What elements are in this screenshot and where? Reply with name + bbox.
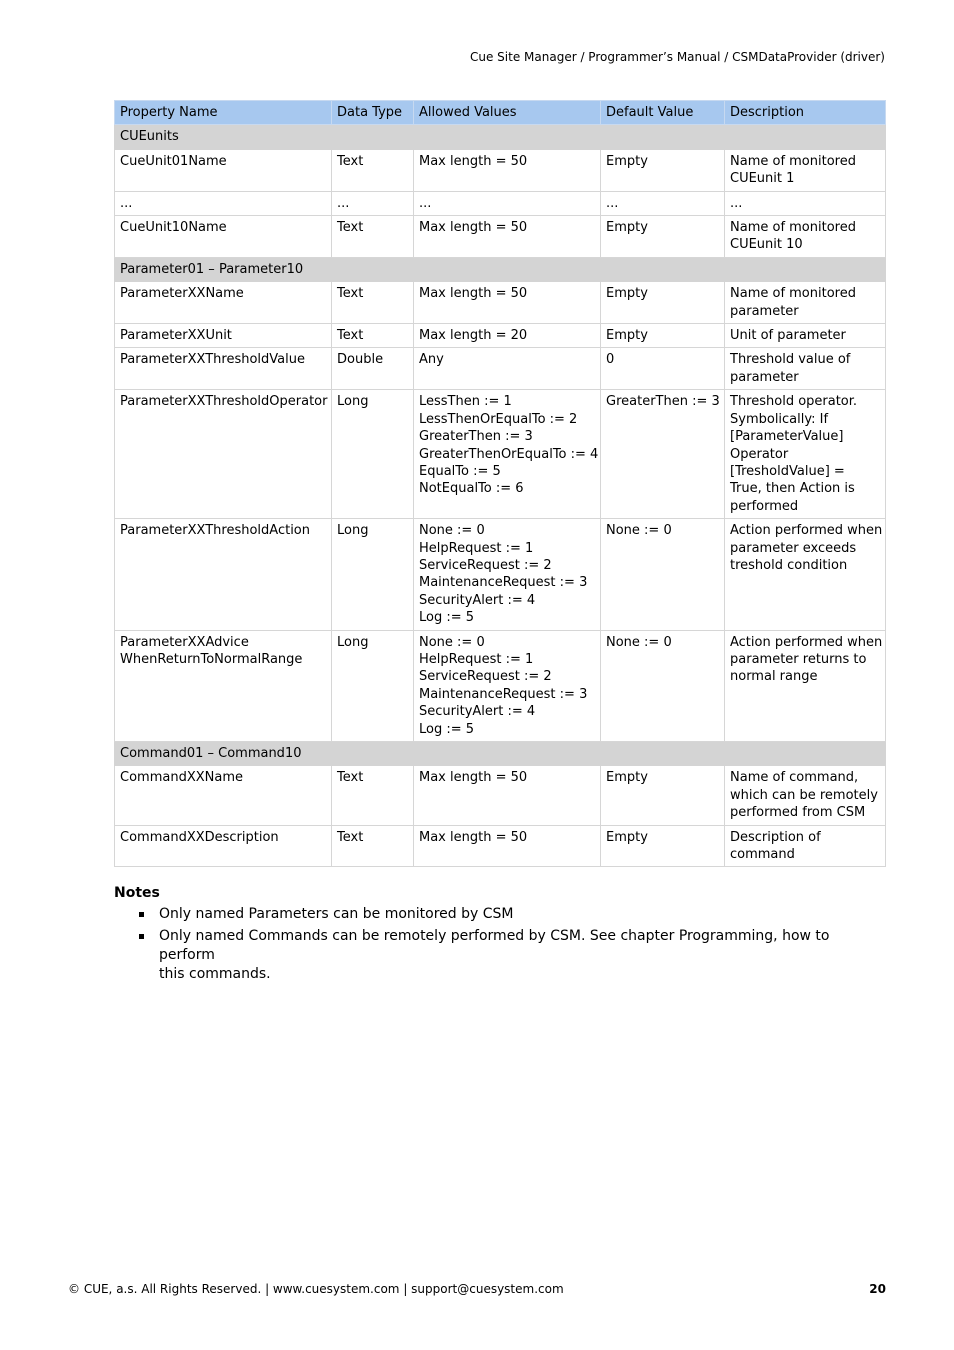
cell-line: Empty	[606, 286, 648, 302]
section-row	[115, 125, 886, 149]
cell-line: Symbolically: If	[730, 411, 829, 427]
cell-line: SecurityAlert := 4	[419, 704, 536, 720]
page-number: 20	[869, 1282, 886, 1296]
default-value-cell	[601, 630, 725, 741]
property-table	[114, 100, 886, 867]
table-row	[115, 390, 886, 519]
description-cell	[725, 191, 886, 215]
cell-line: HelpRequest := 1	[419, 540, 534, 556]
cell-line: Empty	[606, 153, 648, 169]
cell-line: Threshold value of	[730, 352, 851, 368]
table-row	[115, 630, 886, 741]
cell-line: Operator	[730, 446, 789, 462]
cell-line: [ParameterValue]	[730, 429, 844, 445]
property-name-cell	[115, 149, 332, 191]
cell-line: ParameterXXThresholdValue	[120, 352, 305, 368]
cell-line: WhenReturnToNormalRange	[120, 651, 303, 667]
cell-line: Max length = 20	[419, 328, 528, 344]
section-row	[115, 742, 886, 766]
default-value-cell	[601, 324, 725, 348]
cell-line: CUEunit 10	[730, 237, 803, 253]
cell-line: Log := 5	[419, 721, 475, 737]
property-name-cell	[115, 348, 332, 390]
property-name-cell	[115, 282, 332, 324]
cell-line: parameter	[730, 369, 799, 385]
column-header: Property Name	[115, 101, 332, 125]
cell-line: Name of monitored	[730, 220, 856, 236]
cell-line: None := 0	[606, 634, 672, 650]
description-cell	[725, 630, 886, 741]
cell-line: Any	[419, 352, 444, 368]
property-name-cell	[115, 191, 332, 215]
cell-line: Name of command,	[730, 770, 859, 786]
cell-line: Name of monitored	[730, 153, 856, 169]
default-value-cell	[601, 348, 725, 390]
table-row	[115, 766, 886, 825]
cell-line: Log := 5	[419, 610, 475, 626]
column-header: Allowed Values	[414, 101, 601, 125]
cell-line: True, then Action is	[730, 481, 855, 497]
column-header: Data Type	[332, 101, 414, 125]
section-label: Parameter01 – Parameter10	[115, 257, 886, 281]
cell-line: SecurityAlert := 4	[419, 592, 536, 608]
property-name-cell	[115, 825, 332, 867]
default-value-cell	[601, 216, 725, 258]
section-label: Command01 – Command10	[115, 742, 886, 766]
data-type-cell	[332, 324, 414, 348]
property-name-cell	[115, 216, 332, 258]
cell-line: ...	[419, 195, 432, 211]
cell-line: None := 0	[419, 523, 485, 539]
property-name-cell	[115, 324, 332, 348]
cell-line: Description of	[730, 829, 821, 845]
cell-line: Max length = 50	[419, 286, 528, 302]
property-name-cell	[115, 519, 332, 630]
cell-line: Long	[337, 634, 369, 650]
cell-line: parameter	[730, 303, 799, 319]
table-header-row	[115, 101, 886, 125]
cell-line: LessThen := 1	[419, 394, 512, 410]
cell-line: Max length = 50	[419, 220, 528, 236]
cell-line: Text	[337, 220, 364, 236]
data-type-cell	[332, 282, 414, 324]
cell-line: Text	[337, 829, 364, 845]
cell-line: Long	[337, 523, 369, 539]
data-type-cell	[332, 825, 414, 867]
cell-line: CommandXXName	[120, 770, 243, 786]
allowed-values-cell	[414, 825, 601, 867]
cell-line: Text	[337, 286, 364, 302]
cell-line: parameter exceeds	[730, 540, 857, 556]
cell-line: ParameterXXAdvice	[120, 634, 249, 650]
note-line: this commands.	[159, 966, 271, 982]
cell-line: ParameterXXThresholdAction	[120, 523, 310, 539]
cell-line: NotEqualTo := 6	[419, 481, 524, 497]
bullet-icon	[139, 934, 144, 939]
cell-line: performed from CSM	[730, 805, 866, 821]
cell-line: Empty	[606, 770, 648, 786]
cell-line: Threshold operator.	[730, 394, 858, 410]
cell-line: Name of monitored	[730, 286, 856, 302]
running-header: Cue Site Manager / Programmer’s Manual / CSMDataProvider (driver)	[470, 50, 885, 64]
allowed-values-cell	[414, 324, 601, 348]
cell-line: Text	[337, 153, 364, 169]
data-type-cell	[332, 390, 414, 519]
description-cell	[725, 825, 886, 867]
table-body	[115, 125, 886, 867]
description-cell	[725, 390, 886, 519]
data-type-cell	[332, 766, 414, 825]
description-cell	[725, 766, 886, 825]
default-value-cell	[601, 191, 725, 215]
cell-line: Action performed when	[730, 634, 883, 650]
note-line: Only named Commands can be remotely performed by CSM. See chapter Programming, how to perform	[159, 928, 830, 963]
cell-line: MaintenanceRequest := 3	[419, 575, 588, 591]
default-value-cell	[601, 390, 725, 519]
cell-line: ...	[120, 195, 133, 211]
cell-line: ParameterXXThresholdOperator	[120, 394, 328, 410]
cell-line: LessThenOrEqualTo := 2	[419, 411, 578, 427]
cell-line: GreaterThen := 3	[606, 394, 720, 410]
cell-line: performed	[730, 498, 799, 514]
cell-line: Text	[337, 328, 364, 344]
default-value-cell	[601, 519, 725, 630]
table-row	[115, 282, 886, 324]
cell-line: Max length = 50	[419, 829, 528, 845]
cell-line: Unit of parameter	[730, 328, 846, 344]
section-label: CUEunits	[115, 125, 886, 149]
cell-line: which can be remotely	[730, 787, 878, 803]
column-header: Default Value	[601, 101, 725, 125]
cell-line: Empty	[606, 328, 648, 344]
notes-title: Notes	[114, 885, 160, 901]
data-type-cell	[332, 191, 414, 215]
data-type-cell	[332, 630, 414, 741]
table-row	[115, 348, 886, 390]
cell-line: ParameterXXName	[120, 286, 244, 302]
cell-line: Empty	[606, 220, 648, 236]
description-cell	[725, 519, 886, 630]
description-cell	[725, 348, 886, 390]
description-cell	[725, 149, 886, 191]
cell-line: Max length = 50	[419, 770, 528, 786]
cell-line: MaintenanceRequest := 3	[419, 686, 588, 702]
allowed-values-cell	[414, 282, 601, 324]
note-item	[114, 905, 886, 924]
allowed-values-cell	[414, 766, 601, 825]
table-row	[115, 519, 886, 630]
table-row	[115, 324, 886, 348]
cell-line: ...	[606, 195, 619, 211]
cell-line: command	[730, 847, 795, 863]
cell-line: GreaterThenOrEqualTo := 4	[419, 446, 599, 462]
allowed-values-cell	[414, 216, 601, 258]
cell-line: HelpRequest := 1	[419, 651, 534, 667]
cell-line: ParameterXXUnit	[120, 328, 232, 344]
table-row	[115, 149, 886, 191]
cell-line: None := 0	[606, 523, 672, 539]
data-type-cell	[332, 348, 414, 390]
cell-line: CUEunit 1	[730, 171, 795, 187]
cell-line: treshold condition	[730, 557, 848, 573]
description-cell	[725, 324, 886, 348]
notes-section	[114, 884, 886, 987]
allowed-values-cell	[414, 390, 601, 519]
cell-line: [TresholdValue] =	[730, 463, 845, 479]
cell-line: Action performed when	[730, 523, 883, 539]
cell-line: ...	[730, 195, 743, 211]
cell-line: parameter returns to	[730, 651, 867, 667]
allowed-values-cell	[414, 149, 601, 191]
description-cell	[725, 216, 886, 258]
cell-line: Double	[337, 352, 384, 368]
allowed-values-cell	[414, 191, 601, 215]
column-header: Description	[725, 101, 886, 125]
cell-line: ServiceRequest := 2	[419, 557, 552, 573]
cell-line: normal range	[730, 669, 818, 685]
note-item	[114, 927, 886, 984]
property-name-cell	[115, 390, 332, 519]
property-name-cell	[115, 630, 332, 741]
cell-line: None := 0	[419, 634, 485, 650]
note-line: Only named Parameters can be monitored by CSM	[159, 906, 514, 922]
cell-line: Long	[337, 394, 369, 410]
cell-line: 0	[606, 352, 615, 368]
cell-line: EqualTo := 5	[419, 463, 501, 479]
default-value-cell	[601, 825, 725, 867]
default-value-cell	[601, 282, 725, 324]
data-type-cell	[332, 519, 414, 630]
cell-line: CommandXXDescription	[120, 829, 279, 845]
allowed-values-cell	[414, 630, 601, 741]
table-row	[115, 191, 886, 215]
default-value-cell	[601, 149, 725, 191]
data-type-cell	[332, 216, 414, 258]
notes-list	[114, 905, 886, 984]
description-cell	[725, 282, 886, 324]
cell-line: Max length = 50	[419, 153, 528, 169]
cell-line: ServiceRequest := 2	[419, 669, 552, 685]
property-name-cell	[115, 766, 332, 825]
footer-copyright: © CUE, a.s. All Rights Reserved. | www.cuesystem.com | support@cuesystem.com	[68, 1282, 564, 1296]
table-row	[115, 216, 886, 258]
cell-line: Text	[337, 770, 364, 786]
cell-line: CueUnit10Name	[120, 220, 227, 236]
data-type-cell	[332, 149, 414, 191]
cell-line: Empty	[606, 829, 648, 845]
section-row	[115, 257, 886, 281]
cell-line: GreaterThen := 3	[419, 429, 533, 445]
allowed-values-cell	[414, 519, 601, 630]
cell-line: ...	[337, 195, 350, 211]
default-value-cell	[601, 766, 725, 825]
table-row	[115, 825, 886, 867]
bullet-icon	[139, 912, 144, 917]
cell-line: CueUnit01Name	[120, 153, 227, 169]
allowed-values-cell	[414, 348, 601, 390]
